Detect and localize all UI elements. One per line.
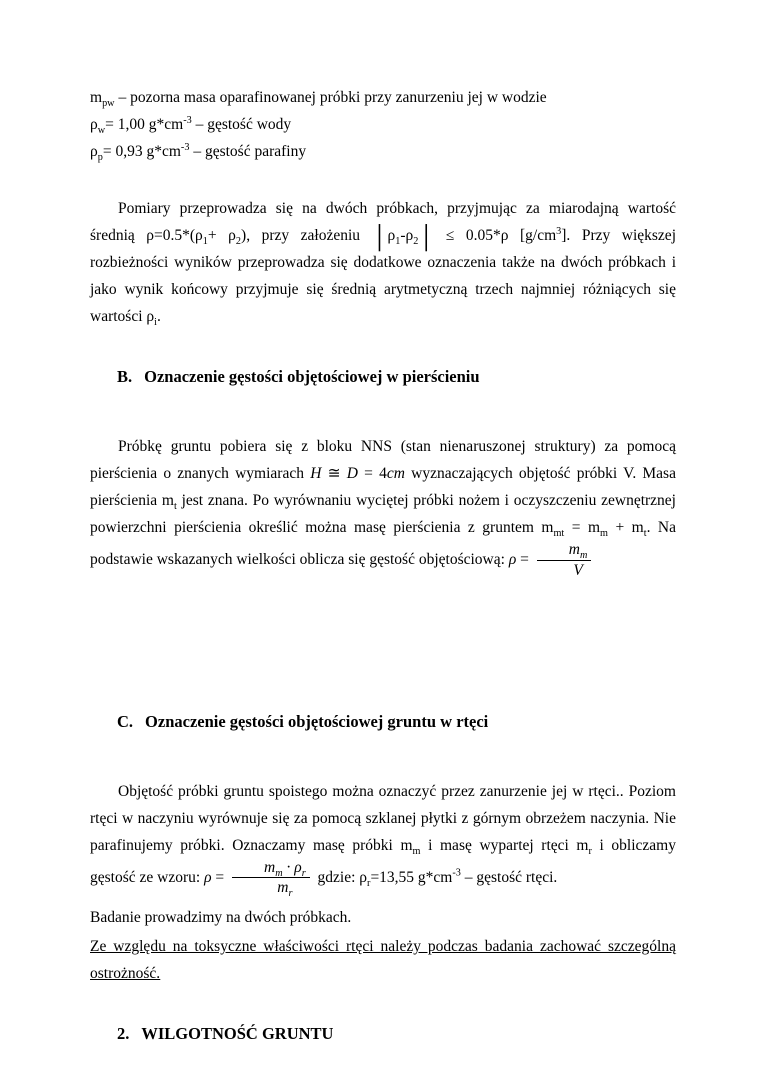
text-run: ρ xyxy=(294,858,302,876)
text-run: ≤ 0.05*ρ [g/cm xyxy=(434,227,557,244)
text-run: =13,55 g*cm xyxy=(370,868,453,886)
text-run: ≅ xyxy=(321,465,347,482)
text-run: r xyxy=(288,888,293,900)
heading-text: Oznaczenie gęstości objętościowej w pierścieniu xyxy=(144,367,480,386)
text-run: D xyxy=(346,465,358,482)
text-run: – gęstość rtęci. xyxy=(460,868,558,886)
text-run: V xyxy=(573,561,583,579)
text-run: · xyxy=(282,858,295,876)
text-run: + ρ xyxy=(207,227,236,244)
text-run: -3 xyxy=(183,114,192,126)
text-run: m xyxy=(568,541,580,558)
text-run: i masę wypartej rtęci m xyxy=(420,836,589,854)
text-run: m xyxy=(275,867,283,879)
text-run: ρ xyxy=(508,550,517,568)
text-run: -3 xyxy=(180,141,190,153)
text-run: t xyxy=(643,528,647,540)
text-run: │ xyxy=(418,224,435,250)
paragraph-toxicity-warning xyxy=(90,933,676,987)
text-run: 2 xyxy=(413,236,419,248)
heading-number: 2. xyxy=(117,1024,130,1044)
text-run: pw xyxy=(102,98,115,110)
fraction-numerator xyxy=(537,541,592,561)
text-run: ρ xyxy=(204,868,212,886)
text-run: r xyxy=(367,877,371,889)
fraction-numerator xyxy=(232,859,310,879)
heading-number: C. xyxy=(117,711,134,731)
text-run: . Na podstawie wskazanych wielkości oblicza się gęstość objętościową: xyxy=(90,519,676,568)
text-run: m xyxy=(264,858,276,876)
text-run: m xyxy=(600,528,608,540)
text-run: + m xyxy=(607,519,644,536)
text-run: i xyxy=(154,317,157,329)
text-run: – pozorna masa oparafinowanej próbki przy zanurzeniu jej w wodzie xyxy=(114,89,547,106)
text-run: gdzie: ρ xyxy=(313,868,368,886)
text-run: jest znana. Po wyrównaniu wyciętej próbki nożem i oczyszczeniu zewnętrznej powierzchni pierścienia określić można masę pierścienia z gruntem m xyxy=(90,492,676,536)
text-run: Ze względu na toksyczne właściwości rtęci należy podczas badania zachować szczególną ostrożność. xyxy=(90,938,676,983)
fraction-denominator xyxy=(545,561,582,580)
text-run: ρ xyxy=(90,116,98,133)
definition-line-rho-w xyxy=(90,111,676,138)
text-run: r xyxy=(301,867,306,879)
fraction-denominator xyxy=(249,878,293,900)
heading-number: B. xyxy=(117,367,133,386)
text-run: m xyxy=(412,845,421,857)
text-run: r xyxy=(588,845,592,857)
text-run: . xyxy=(156,308,161,325)
text-run: Próbkę gruntu pobiera się z bloku NNS (stan nienaruszonej struktury) za pomocą pierścienia o znanych wymiarach xyxy=(90,438,676,482)
section-heading-c xyxy=(90,708,676,735)
text-run: = xyxy=(516,550,533,568)
heading-text: Oznaczenie gęstości objętościowej gruntu w rtęci xyxy=(145,711,489,731)
text-run: 2 xyxy=(235,236,242,248)
text-run: = xyxy=(211,868,229,886)
text-run: H xyxy=(310,465,322,482)
vertical-gap xyxy=(90,580,676,675)
definition-line-rho-p xyxy=(90,138,676,165)
text-run: │ xyxy=(371,224,388,250)
paragraph-mercury-method xyxy=(90,778,676,898)
text-run: – gęstość wody xyxy=(191,116,292,133)
section-heading-2 xyxy=(90,1020,676,1047)
section-heading-b xyxy=(90,363,676,390)
line-two-samples xyxy=(90,904,676,931)
text-run: cm xyxy=(386,465,405,482)
formula-fraction xyxy=(537,541,592,580)
text-run: -ρ xyxy=(400,227,414,244)
formula-fraction xyxy=(232,859,310,898)
text-run: Pomiary przeprowadza się na dwóch próbkach, przyjmując za miarodajną wartość średnią ρ=0.5*(ρ xyxy=(90,200,676,244)
text-run: m xyxy=(579,550,588,562)
document-content xyxy=(90,84,676,1047)
paragraph-measurements xyxy=(90,195,676,330)
text-run: ), przy założeniu xyxy=(241,227,372,244)
paragraph-ring-method xyxy=(90,433,676,580)
text-run: i obliczamy gęstość ze wzoru: xyxy=(90,836,676,886)
text-run: ]. Przy większej rozbieżności wyników przeprowadza się dodatkowe oznaczenia także na dwóch próbkach i jako wynik końcowy przyjmuje się średnią arytmetyczną trzech najmniej różniących się wartości ρ xyxy=(90,227,676,325)
text-run: m xyxy=(277,879,289,897)
text-run: = 1,00 g*cm xyxy=(105,116,184,133)
text-run: m xyxy=(90,89,103,106)
text-run: = 0,93 g*cm xyxy=(102,143,181,160)
text-run: wyznaczających objętość próbki V. Masa pierścienia m xyxy=(90,465,676,509)
text-run: 1 xyxy=(202,236,208,248)
text-run: w xyxy=(97,125,106,137)
text-run: mt xyxy=(553,528,565,540)
heading-text: WILGOTNOŚĆ GRUNTU xyxy=(141,1024,334,1044)
text-run: = 4 xyxy=(357,465,387,482)
text-run: – gęstość parafiny xyxy=(189,143,307,160)
text-run: 3 xyxy=(556,225,562,237)
text-run: ρ xyxy=(90,143,98,160)
text-run: -3 xyxy=(452,867,461,879)
text-run: p xyxy=(97,152,103,164)
text-run: t xyxy=(173,501,177,513)
text-run: ρ xyxy=(387,227,396,244)
text-run: = m xyxy=(564,519,601,536)
text-run: 1 xyxy=(395,236,401,248)
text-run: Badanie prowadzimy na dwóch próbkach. xyxy=(90,909,352,927)
text-run: Objętość próbki gruntu spoistego można oznaczyć przez zanurzenie jej w rtęci.. Poziom rtęci w naczyniu wyrównuje się za pomocą szklanej płytki z górnym obrzeżem naczynia. Nie parafinujemy próbki. Oznaczamy masę próbki m xyxy=(90,782,676,854)
definition-line-mpw xyxy=(90,84,676,111)
